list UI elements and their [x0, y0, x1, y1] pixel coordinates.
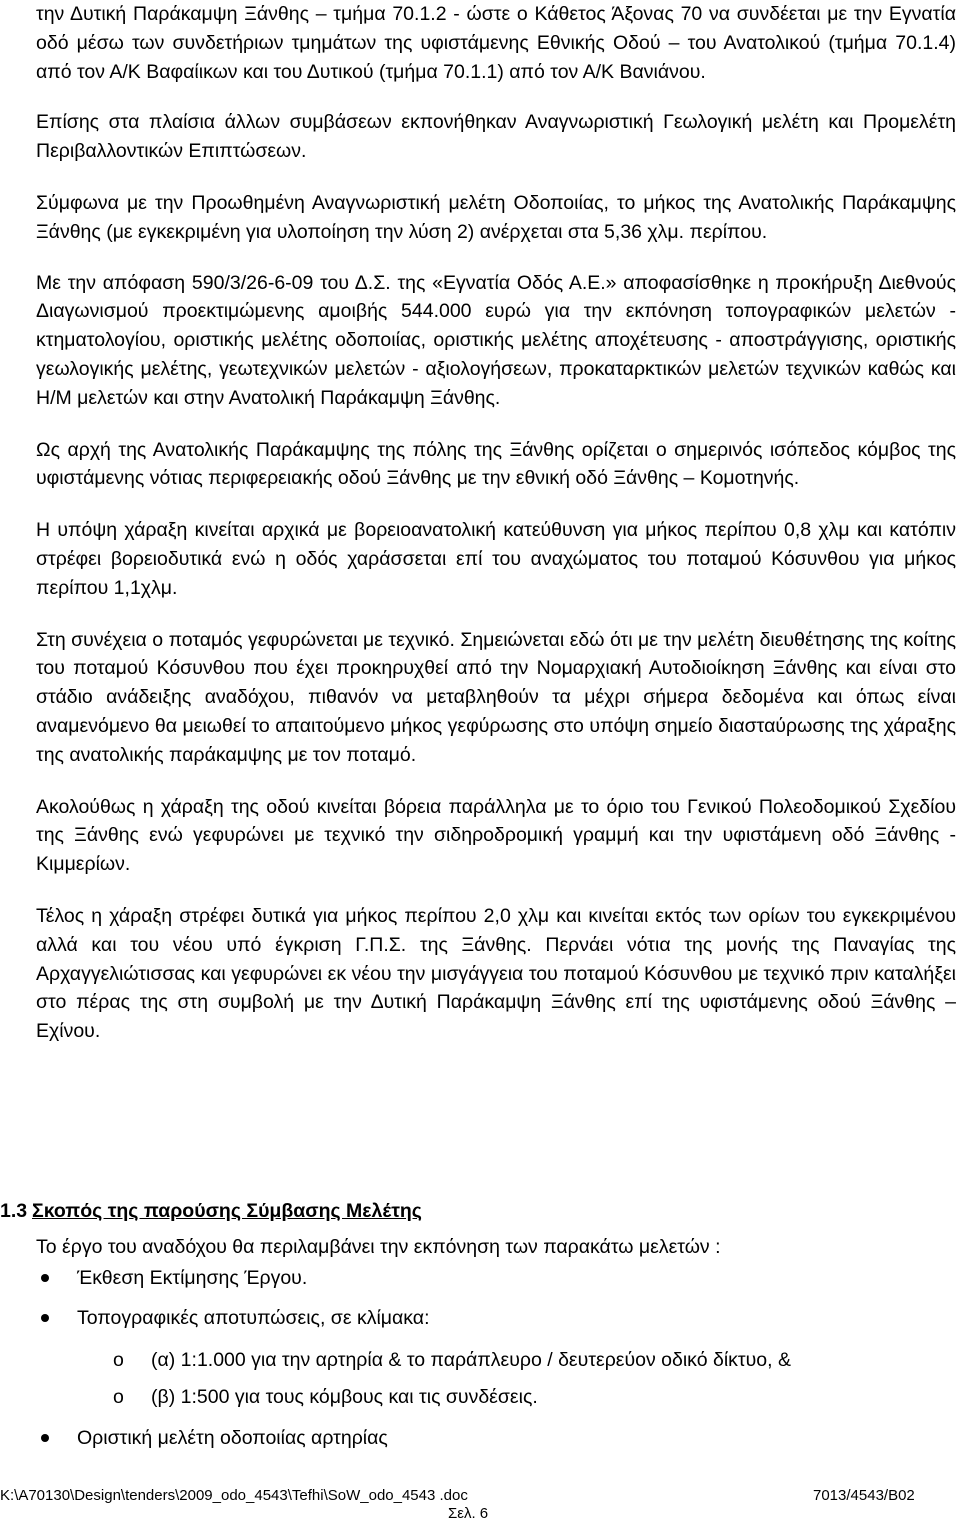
list-subitem: (β) 1:500 για τους κόμβους και τις συνδέσεις.: [151, 1386, 538, 1408]
paragraph: Στη συνέχεια ο ποταμός γεφυρώνεται με τεχνικό. Σημειώνεται εδώ ότι με την μελέτη διευθέτησης της κοίτης του ποταμού Κόσυνθου που έχει προκηρυχθεί από την Νομαρχιακή Αυτοδιοίκηση Ξάνθης και είναι στο στάδιο ανάδειξης αναδόχου, πιθανόν να μεταβληθούν τα μέχρι σήμερα δεδομένα και όπως είναι αναμενόμενο θα μειωθεί το απαιτούμενο μήκος γεφύρωσης στο υπόψη σημείο διασταύρωσης της χάραξης της ανατολικής παράκαμψης με τον ποταμό.: [36, 628, 956, 766]
bullet-icon: [41, 1434, 49, 1442]
paragraph: Επίσης στα πλαίσια άλλων συμβάσεων εκπονήθηκαν Αναγνωριστική Γεωλογική μελέτη και Προμελέτη Περιβαλλοντικών Επιπτώσεων.: [36, 111, 956, 163]
list-item: Έκθεση Εκτίμησης Έργου.: [77, 1267, 308, 1289]
section-heading: [0, 1198, 422, 1224]
sub-bullet-marker: o: [113, 1349, 124, 1371]
sub-bullet-marker: o: [113, 1386, 124, 1408]
section-number: 1.3: [0, 1200, 28, 1222]
bullet-icon: [41, 1314, 49, 1322]
list-item: Οριστική μελέτη οδοποιίας αρτηρίας: [77, 1427, 388, 1449]
list-subitem: (α) 1:1.000 για την αρτηρία & το παράπλευρο / δευτερεύον οδικό δίκτυο, &: [151, 1349, 791, 1371]
footer-page-number: Σελ. 6: [448, 1505, 489, 1522]
paragraph: Ως αρχή της Ανατολικής Παράκαμψης της πόλης της Ξάνθης ορίζεται ο σημερινός ισόπεδος κόμβος της υφιστάμενης νότιας περιφερειακής οδού Ξάνθης με την εθνική οδό Ξάνθης – Κομοτηνής.: [36, 438, 956, 490]
footer-doc-code: 7013/4543/B02: [813, 1487, 915, 1504]
document-body: [36, 0, 956, 1074]
paragraph: Σύμφωνα με την Προωθημένη Αναγνωριστική μελέτη Οδοποιίας, το μήκος της Ανατολικής Παράκαμψης Ξάνθης (με εγκεκριμένη για υλοποίηση την λύση 2) ανέρχεται στα 5,36 χλμ. περίπου.: [36, 191, 956, 243]
paragraph: Με την απόφαση 590/3/26-6-09 του Δ.Σ. της «Εγνατία Οδός Α.Ε.» αποφασίσθηκε η προκήρυξη Διεθνούς Διαγωνισμού προεκτιμώμενης αμοιβής 544.000 ευρώ για την εκπόνηση τοπογραφικών μελετών - κτηματολογίου, οριστικής μελέτης οδοποιίας, οριστικής μελέτης αποχέτευσης - αποστράγγισης, οριστικής γεωλογικής μελέτης, γεωτεχνικών μελετών - αξιολογήσεων, προκαταρκτικών μελετών τεχνικών καθώς και Η/Μ μελετών και στην Ανατολική Παράκαμψη Ξάνθης.: [36, 271, 956, 409]
list-item: Τοπογραφικές αποτυπώσεις, σε κλίμακα:: [77, 1307, 430, 1329]
section-title: Σκοπός της παρούσης Σύμβασης Μελέτης: [32, 1200, 422, 1222]
footer-file-path: K:\A70130\Design\tenders\2009_odo_4543\Tefhi\SoW_odo_4543 .doc: [0, 1487, 468, 1504]
section-intro: Το έργο του αναδόχου θα περιλαμβάνει την εκπόνηση των παρακάτω μελετών :: [36, 1236, 721, 1258]
paragraph: Η υπόψη χάραξη κινείται αρχικά με βορειοανατολική κατεύθυνση για μήκος περίπου 0,8 χλμ και κατόπιν στρέφει βορειοδυτικά ενώ η οδός χαράσσεται επί του αναχώματος του ποταμού Κόσυνθου για μήκος περίπου 1,1χλμ.: [36, 519, 956, 599]
paragraph: Ακολούθως η χάραξη της οδού κινείται βόρεια παράλληλα με το όριο του Γενικού Πολεοδομικού Σχεδίου της Ξάνθης ενώ γεφυρώνει με τεχνικό την σιδηροδρομική γραμμή και την υφιστάμενη οδό Ξάνθης - Κιμμερίων.: [36, 795, 956, 876]
paragraph: Τέλος η χάραξη στρέφει δυτικά για μήκος περίπου 2,0 χλμ και κινείται εκτός των ορίων του εγκεκριμένου αλλά και του νέου υπό έγκριση Γ.Π.Σ. της Ξάνθης. Περνάει νότια της μονής της Παναγίας της Αρχαγγελιώτισσας και γεφυρώνει εκ νέου την μισγάγγεια του ποταμού Κόσυνθου με τεχνικό πριν καταλήξει στο πέρας της στη συμβολή με την Δυτική Παράκαμψη Ξάνθης επί της υφιστάμενης οδού Ξάνθης – Εχίνου.: [36, 904, 956, 1043]
bullet-icon: [41, 1274, 49, 1282]
paragraph: την Δυτική Παράκαμψη Ξάνθης – τμήμα 70.1.2 - ώστε ο Κάθετος Άξονας 70 να συνδέεται με την Εγνατία οδό μέσω των συνδετήριων τμημάτων της υφιστάμενης Εθνικής Οδού – του Ανατολικού (τμήμα 70.1.4) από τον Α/Κ Βαφαίικων και του Δυτικού (τμήμα 70.1.1) από τον Α/Κ Βανιάνου.: [36, 3, 956, 83]
